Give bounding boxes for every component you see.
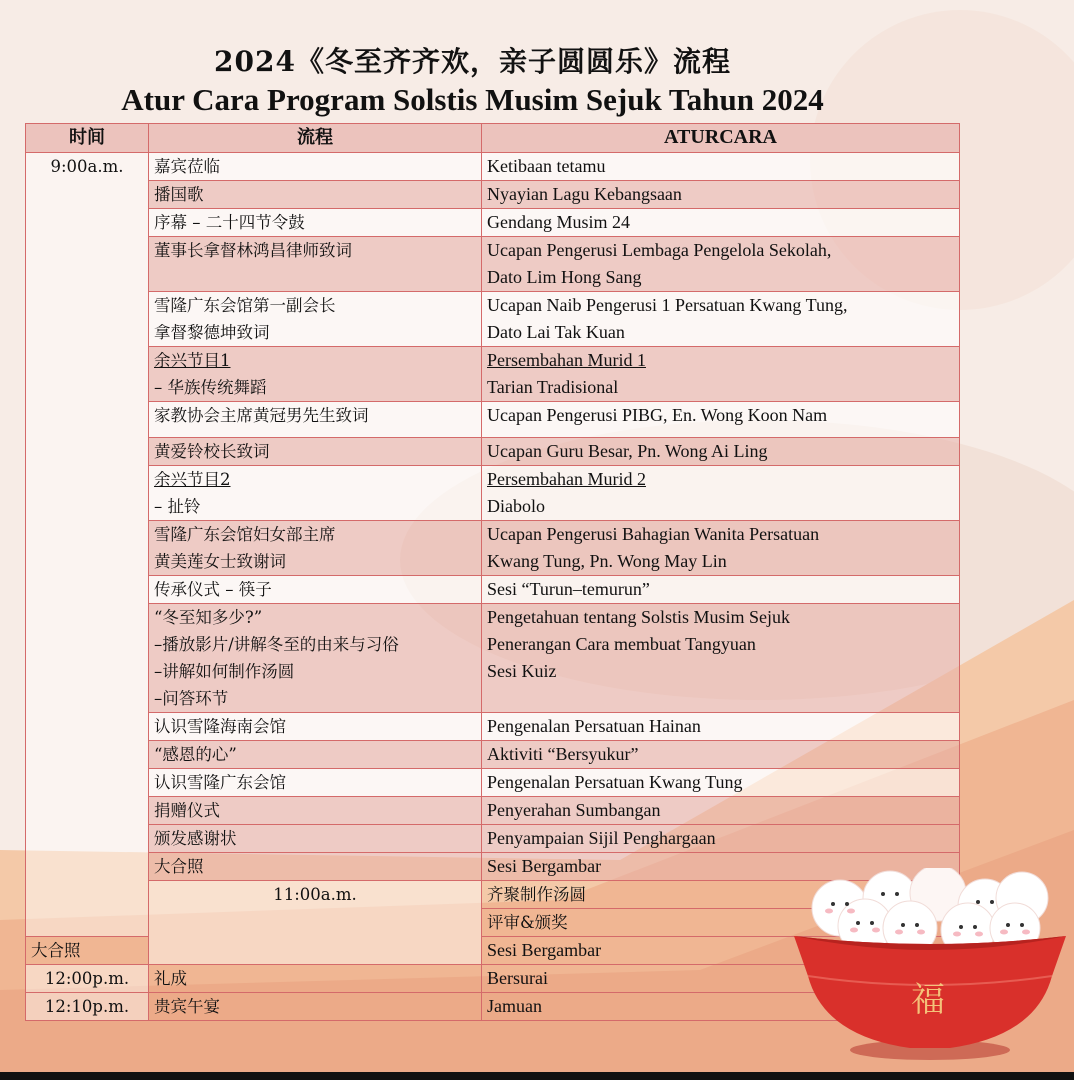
flow-line: 黄美莲女士致谢词 <box>154 552 286 571</box>
flow-cell <box>149 438 482 466</box>
aturcara-cell <box>482 825 960 853</box>
flow-line: 董事长拿督林鸿昌律师致词 <box>154 241 352 260</box>
aturcara-line: Bersurai <box>487 968 548 988</box>
table-row <box>26 347 960 402</box>
flow-line: 家教协会主席黄冠男先生致词 <box>154 406 369 425</box>
aturcara-cell <box>482 521 960 576</box>
aturcara-line: Ucapan Pengerusi PIBG, En. Wong Koon Nam <box>487 405 828 425</box>
flow-line: 大合照 <box>31 941 81 960</box>
aturcara-cell <box>482 153 960 181</box>
aturcara-line: Ucapan Naib Pengerusi 1 Persatuan Kwang Tung, <box>487 295 848 315</box>
flow-line: 播国歌 <box>154 185 204 204</box>
table-header-row <box>26 124 960 153</box>
aturcara-cell <box>482 604 960 713</box>
flow-cell <box>149 853 482 881</box>
flow-line: 颁发感谢状 <box>154 829 237 848</box>
aturcara-line: Pengenalan Persatuan Hainan <box>487 716 701 736</box>
aturcara-line: Sesi Kuiz <box>487 661 557 681</box>
aturcara-line: Nyayian Lagu Kebangsaan <box>487 184 682 204</box>
time-cell: 9:00a.m. <box>26 153 149 937</box>
flow-cell <box>149 825 482 853</box>
aturcara-line: Aktiviti “Bersyukur” <box>487 744 639 764</box>
flow-line: –问答环节 <box>154 689 229 708</box>
table-row <box>26 237 960 292</box>
table-row <box>26 604 960 713</box>
aturcara-cell <box>482 402 960 438</box>
flow-line: 大合照 <box>154 857 204 876</box>
flow-cell <box>149 713 482 741</box>
flow-line: 余兴节目2 <box>154 470 231 489</box>
flow-cell <box>149 347 482 402</box>
flow-cell <box>149 237 482 292</box>
page-title-malay: Atur Cara Program Solstis Musim Sejuk Tahun 2024 <box>121 82 824 117</box>
flow-cell <box>149 153 482 181</box>
flow-line: 黄爱铃校长致词 <box>154 442 270 461</box>
flow-line: 贵宾午宴 <box>154 997 220 1016</box>
aturcara-line: Diabolo <box>487 496 545 516</box>
aturcara-cell <box>482 209 960 237</box>
flow-cell <box>149 181 482 209</box>
table-row <box>26 209 960 237</box>
aturcara-cell <box>482 741 960 769</box>
bowl-fu-character: 福 <box>911 980 945 1020</box>
flow-cell <box>149 466 482 521</box>
flow-line: 捐赠仪式 <box>154 801 220 820</box>
flow-cell <box>149 209 482 237</box>
aturcara-line: Dato Lim Hong Sang <box>487 267 642 287</box>
aturcara-cell <box>482 237 960 292</box>
aturcara-cell <box>482 181 960 209</box>
aturcara-line: Sesi “Turun–temurun” <box>487 579 650 599</box>
flow-line: 齐聚制作汤圆 <box>487 885 586 904</box>
aturcara-line: Penerangan Cara membuat Tangyuan <box>487 634 756 654</box>
flow-cell <box>149 402 482 438</box>
table-row <box>26 741 960 769</box>
flow-cell <box>149 741 482 769</box>
flow-cell <box>149 604 482 713</box>
flow-line: “感恩的心” <box>154 745 237 764</box>
bottom-bar <box>0 1072 1074 1080</box>
aturcara-line: Tarian Tradisional <box>487 377 619 397</box>
table-row <box>26 769 960 797</box>
table-row <box>26 825 960 853</box>
table-row <box>26 438 960 466</box>
page-title-chinese: 2024《冬至齐齐欢，亲子圆圆乐》流程 <box>214 45 731 78</box>
flow-line: 雪隆广东会馆第一副会长 <box>154 296 336 315</box>
flow-cell <box>26 937 149 965</box>
flow-line: 拿督黎德坤致词 <box>154 323 270 342</box>
table-row <box>26 521 960 576</box>
aturcara-line: Ucapan Pengerusi Lembaga Pengelola Sekolah, <box>487 240 832 260</box>
flow-cell <box>149 292 482 347</box>
aturcara-line: Persembahan Murid 2 <box>487 469 646 489</box>
flow-line: 评审&颁奖 <box>487 913 568 932</box>
aturcara-line: Dato Lai Tak Kuan <box>487 322 625 342</box>
flow-cell <box>149 769 482 797</box>
time-cell: 12:10p.m. <box>26 993 149 1021</box>
aturcara-line: Gendang Musim 24 <box>487 212 630 232</box>
time-cell: 11:00a.m. <box>149 881 482 965</box>
flow-line: 序幕 – 二十四节令鼓 <box>154 213 305 232</box>
aturcara-line: Penyampaian Sijil Penghargaan <box>487 828 716 848</box>
flow-line: 雪隆广东会馆妇女部主席 <box>154 525 336 544</box>
aturcara-line: Pengetahuan tentang Solstis Musim Sejuk <box>487 607 790 627</box>
aturcara-cell <box>482 292 960 347</box>
aturcara-line: Ucapan Pengerusi Bahagian Wanita Persatuan <box>487 524 820 544</box>
header-time: 时间 <box>26 124 149 153</box>
flow-line: 传承仪式 – 筷子 <box>154 580 272 599</box>
aturcara-line: Penyerahan Sumbangan <box>487 800 661 820</box>
flow-cell <box>149 797 482 825</box>
table-row <box>26 181 960 209</box>
flow-line: 认识雪隆广东会馆 <box>154 773 286 792</box>
flow-line: –播放影片/讲解冬至的由来与习俗 <box>154 635 399 654</box>
aturcara-line: Sesi Bergambar <box>487 856 602 876</box>
header-aturcara: ATURCARA <box>482 124 960 153</box>
table-row <box>26 713 960 741</box>
aturcara-line: Sesi Bergambar <box>487 940 602 960</box>
flow-cell <box>149 965 482 993</box>
aturcara-line: Jamuan <box>487 996 542 1016</box>
table-row <box>26 292 960 347</box>
flow-line: – 扯铃 <box>154 497 201 516</box>
tangyuan-bowl-illustration <box>790 868 1074 1068</box>
aturcara-line: Pengenalan Persatuan Kwang Tung <box>487 772 743 792</box>
header-flow: 流程 <box>149 124 482 153</box>
aturcara-cell <box>482 347 960 402</box>
aturcara-cell <box>482 438 960 466</box>
aturcara-line: Ketibaan tetamu <box>487 156 606 176</box>
aturcara-line: Persembahan Murid 1 <box>487 350 646 370</box>
aturcara-cell <box>482 576 960 604</box>
table-row <box>26 797 960 825</box>
aturcara-cell <box>482 713 960 741</box>
time-cell: 12:00p.m. <box>26 965 149 993</box>
flow-line: 余兴节目1 <box>154 351 231 370</box>
aturcara-line: Ucapan Guru Besar, Pn. Wong Ai Ling <box>487 441 768 461</box>
aturcara-line: Kwang Tung, Pn. Wong May Lin <box>487 551 727 571</box>
aturcara-cell <box>482 466 960 521</box>
aturcara-cell <box>482 797 960 825</box>
flow-line: 礼成 <box>154 969 187 988</box>
flow-line: –讲解如何制作汤圆 <box>154 662 295 681</box>
flow-cell <box>149 576 482 604</box>
flow-cell <box>149 993 482 1021</box>
table-row <box>26 576 960 604</box>
flow-line: 认识雪隆海南会馆 <box>154 717 286 736</box>
table-row <box>26 402 960 438</box>
table-row <box>26 153 960 181</box>
flow-line: – 华族传统舞蹈 <box>154 378 267 397</box>
aturcara-cell <box>482 769 960 797</box>
flow-cell <box>149 521 482 576</box>
flow-line: “冬至知多少?” <box>154 608 263 627</box>
table-row <box>26 466 960 521</box>
flow-line: 嘉宾莅临 <box>154 157 220 176</box>
